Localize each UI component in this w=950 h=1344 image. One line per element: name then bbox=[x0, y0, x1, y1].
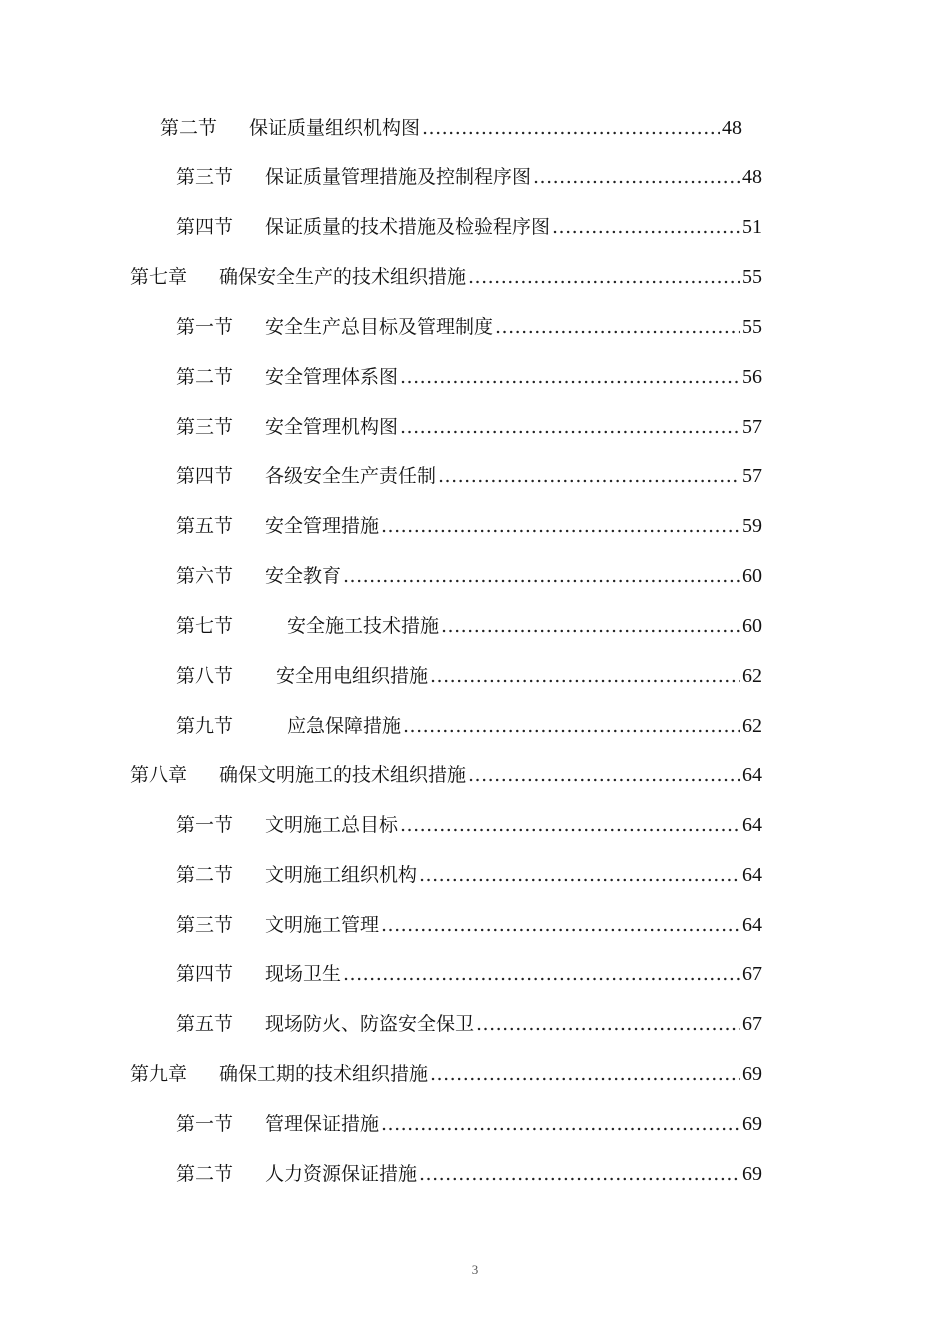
toc-page-number: 55 bbox=[742, 316, 762, 338]
toc-title: 安全教育 bbox=[265, 565, 342, 587]
toc-label: 第四节 bbox=[176, 963, 234, 985]
dot-leader bbox=[441, 613, 740, 639]
dot-leader bbox=[422, 115, 720, 141]
toc-label: 第五节 bbox=[176, 1013, 234, 1035]
toc-title: 管理保证措施 bbox=[265, 1113, 380, 1135]
toc-title: 安全管理措施 bbox=[265, 515, 380, 537]
toc-title: 现场防火、防盗安全保卫 bbox=[265, 1013, 475, 1035]
dot-leader bbox=[343, 563, 740, 589]
page-number: 3 bbox=[471, 1262, 479, 1277]
toc-entry[interactable] bbox=[176, 812, 762, 838]
toc-page-number: 56 bbox=[742, 366, 762, 388]
toc-page-number: 64 bbox=[742, 914, 762, 936]
toc-entry[interactable] bbox=[176, 513, 762, 539]
toc-page-number: 55 bbox=[742, 266, 762, 288]
toc-entry[interactable] bbox=[176, 164, 762, 190]
toc-title: 各级安全生产责任制 bbox=[265, 465, 437, 487]
toc-label: 第二节 bbox=[176, 864, 234, 886]
dot-leader bbox=[400, 812, 740, 838]
toc-title: 应急保障措施 bbox=[287, 715, 402, 737]
toc-label: 第三节 bbox=[176, 416, 234, 438]
toc-page-number: 64 bbox=[742, 864, 762, 886]
toc-label: 第二节 bbox=[176, 366, 234, 388]
toc-label: 第七章 bbox=[130, 266, 188, 288]
toc-label: 第三节 bbox=[176, 914, 234, 936]
toc-label: 第六节 bbox=[176, 565, 234, 587]
dot-leader bbox=[438, 463, 740, 489]
toc-entry[interactable] bbox=[176, 214, 762, 240]
toc-label: 第八章 bbox=[130, 764, 188, 786]
toc-entry[interactable] bbox=[176, 961, 762, 987]
dot-leader bbox=[476, 1011, 740, 1037]
toc-entry[interactable] bbox=[176, 613, 762, 639]
toc-page-number: 69 bbox=[742, 1063, 762, 1085]
dot-leader bbox=[495, 314, 740, 340]
toc-label: 第四节 bbox=[176, 216, 234, 238]
dot-leader bbox=[430, 663, 740, 689]
toc-entry[interactable] bbox=[176, 1111, 762, 1137]
toc-title: 确保工期的技术组织措施 bbox=[219, 1063, 429, 1085]
toc-title: 确保文明施工的技术组织措施 bbox=[219, 764, 467, 786]
dot-leader bbox=[552, 214, 740, 240]
toc-entry[interactable] bbox=[176, 1161, 762, 1187]
dot-leader bbox=[419, 862, 740, 888]
toc-label: 第二节 bbox=[176, 1163, 234, 1185]
toc-entry[interactable] bbox=[176, 912, 762, 938]
toc-title: 人力资源保证措施 bbox=[265, 1163, 418, 1185]
toc-title: 保证质量管理措施及控制程序图 bbox=[265, 166, 532, 188]
toc-label: 第一节 bbox=[176, 814, 234, 836]
toc-label: 第一节 bbox=[176, 316, 234, 338]
toc-label: 第四节 bbox=[176, 465, 234, 487]
dot-leader bbox=[533, 164, 740, 190]
toc-title: 安全管理体系图 bbox=[265, 366, 399, 388]
toc-page-number: 69 bbox=[742, 1113, 762, 1135]
dot-leader bbox=[381, 1111, 740, 1137]
toc-entry[interactable] bbox=[176, 1011, 762, 1037]
toc-label: 第九节 bbox=[176, 715, 234, 737]
toc-title: 保证质量的技术措施及检验程序图 bbox=[265, 216, 551, 238]
toc-entry[interactable] bbox=[176, 862, 762, 888]
toc-entry[interactable] bbox=[176, 463, 762, 489]
toc-title: 文明施工组织机构 bbox=[265, 864, 418, 886]
toc-entry[interactable] bbox=[176, 314, 762, 340]
dot-leader bbox=[430, 1061, 740, 1087]
dot-leader bbox=[419, 1161, 740, 1187]
toc-entry[interactable] bbox=[176, 414, 762, 440]
dot-leader bbox=[403, 713, 740, 739]
toc-title: 保证质量组织机构图 bbox=[249, 117, 421, 139]
toc-label: 第一节 bbox=[176, 1113, 234, 1135]
toc-label: 第二节 bbox=[160, 117, 218, 139]
dot-leader bbox=[343, 961, 740, 987]
dot-leader bbox=[468, 762, 740, 788]
toc-page-number: 51 bbox=[742, 216, 762, 238]
toc-label: 第七节 bbox=[176, 615, 234, 637]
toc-page-number: 60 bbox=[742, 565, 762, 587]
dot-leader bbox=[400, 414, 740, 440]
toc-title: 安全生产总目标及管理制度 bbox=[265, 316, 494, 338]
toc-page-number: 69 bbox=[742, 1163, 762, 1185]
toc-label: 第九章 bbox=[130, 1063, 188, 1085]
toc-page-number: 62 bbox=[742, 665, 762, 687]
toc-label: 第五节 bbox=[176, 515, 234, 537]
toc-page-number: 57 bbox=[742, 416, 762, 438]
toc-entry[interactable] bbox=[130, 1061, 762, 1087]
toc-page-number: 62 bbox=[742, 715, 762, 737]
toc-title: 文明施工管理 bbox=[265, 914, 380, 936]
dot-leader bbox=[468, 264, 740, 290]
toc-page-number: 67 bbox=[742, 1013, 762, 1035]
dot-leader bbox=[381, 912, 740, 938]
toc-entry[interactable] bbox=[130, 762, 762, 788]
toc-title: 文明施工总目标 bbox=[265, 814, 399, 836]
toc-page-number: 48 bbox=[722, 117, 742, 139]
dot-leader bbox=[400, 364, 740, 390]
toc-entry[interactable] bbox=[176, 713, 762, 739]
toc-entry[interactable] bbox=[176, 364, 762, 390]
toc-page-number: 64 bbox=[742, 814, 762, 836]
toc-entry[interactable] bbox=[176, 663, 762, 689]
toc-label: 第八节 bbox=[176, 665, 234, 687]
toc-label: 第三节 bbox=[176, 166, 234, 188]
toc-entry[interactable] bbox=[130, 264, 762, 290]
toc-page-number: 59 bbox=[742, 515, 762, 537]
toc-page-number: 64 bbox=[742, 764, 762, 786]
toc-entry[interactable] bbox=[160, 115, 742, 141]
dot-leader bbox=[381, 513, 740, 539]
toc-page-number: 48 bbox=[742, 166, 762, 188]
toc-title: 安全施工技术措施 bbox=[287, 615, 440, 637]
toc-title: 确保安全生产的技术组织措施 bbox=[219, 266, 467, 288]
toc-title: 安全管理机构图 bbox=[265, 416, 399, 438]
toc-entry[interactable] bbox=[176, 563, 762, 589]
toc-title: 安全用电组织措施 bbox=[276, 665, 429, 687]
toc-page-number: 57 bbox=[742, 465, 762, 487]
toc-title: 现场卫生 bbox=[265, 963, 342, 985]
toc-page-number: 67 bbox=[742, 963, 762, 985]
toc-page-number: 60 bbox=[742, 615, 762, 637]
